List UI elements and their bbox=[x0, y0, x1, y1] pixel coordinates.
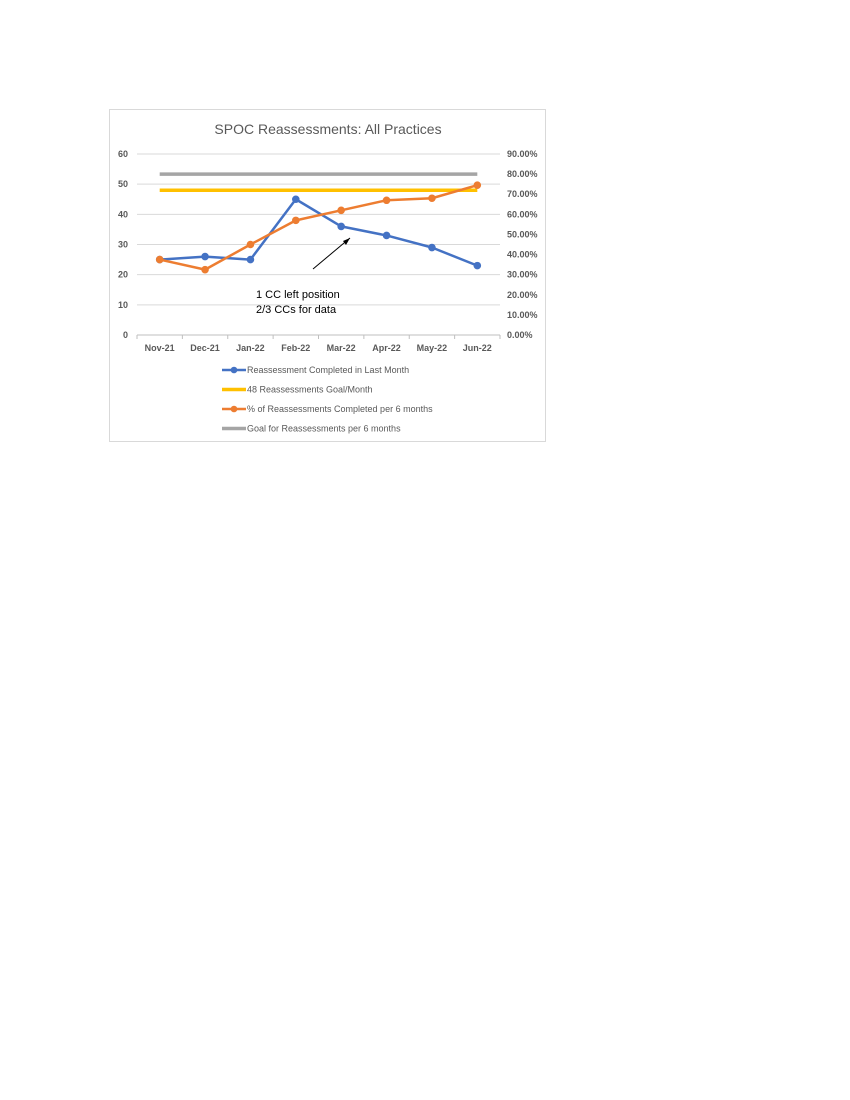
data-point bbox=[338, 223, 345, 230]
legend-entry bbox=[222, 365, 409, 375]
y-left-tick-label: 40 bbox=[117, 209, 128, 220]
y-right-tick-label: 40.00% bbox=[507, 249, 538, 260]
legend-label: % of Reassessments Completed per 6 months bbox=[247, 404, 433, 414]
data-point bbox=[202, 253, 209, 260]
chart-container bbox=[109, 109, 546, 442]
x-tick-label: Jan-22 bbox=[236, 343, 265, 353]
y-right-tick-label: 70.00% bbox=[507, 189, 538, 200]
legend-label: Reassessment Completed in Last Month bbox=[247, 365, 410, 375]
y-left-tick-label: 10 bbox=[117, 299, 128, 310]
series-layer bbox=[156, 174, 480, 273]
legend-label: 48 Reassessments Goal/Month bbox=[247, 384, 373, 395]
x-tick-label: Feb-22 bbox=[281, 343, 311, 353]
legend-label: Goal for Reassessments per 6 months bbox=[247, 423, 401, 434]
y-left-tick-label: 0 bbox=[122, 330, 128, 340]
axes bbox=[118, 149, 538, 353]
legend-entry bbox=[222, 385, 373, 395]
y-right-tick-label: 20.00% bbox=[507, 289, 538, 300]
y-right-tick-label: 60.00% bbox=[507, 209, 538, 220]
annotation-arrowhead bbox=[343, 238, 350, 245]
x-tick-label: Dec-21 bbox=[190, 343, 220, 353]
y-right-tick-label: 10.00% bbox=[507, 309, 538, 320]
data-point bbox=[474, 262, 481, 269]
y-right-tick-label: 90.00% bbox=[507, 149, 538, 159]
x-tick-label: May-22 bbox=[416, 343, 448, 353]
data-point bbox=[247, 241, 254, 248]
y-right-tick-label: 0.00% bbox=[507, 330, 533, 340]
y-right-tick-label: 80.00% bbox=[507, 169, 538, 180]
y-left-tick-label: 20 bbox=[117, 269, 128, 280]
data-point bbox=[338, 207, 345, 214]
legend-entry bbox=[222, 404, 433, 414]
data-point bbox=[156, 256, 163, 263]
x-tick-label: Jun-22 bbox=[462, 343, 492, 353]
legend-entry bbox=[222, 424, 401, 434]
data-point bbox=[293, 217, 300, 224]
data-point bbox=[202, 266, 209, 273]
x-tick-label: Nov-21 bbox=[144, 343, 175, 353]
annotation bbox=[256, 238, 350, 316]
annotation-line-1: 1 CC left position bbox=[256, 289, 340, 301]
legend bbox=[222, 365, 433, 434]
data-point bbox=[383, 197, 390, 204]
annotation-line-2: 2/3 CCs for data bbox=[256, 304, 337, 316]
data-point bbox=[247, 256, 254, 263]
y-left-tick-label: 60 bbox=[117, 149, 128, 159]
chart-title: SPOC Reassessments: All Practices bbox=[214, 121, 442, 137]
data-point bbox=[293, 196, 300, 203]
y-right-tick-label: 50.00% bbox=[507, 229, 538, 240]
data-point bbox=[429, 244, 436, 251]
y-right-tick-label: 30.00% bbox=[507, 269, 538, 280]
data-point bbox=[429, 195, 436, 202]
y-left-tick-label: 50 bbox=[117, 179, 128, 190]
legend-marker bbox=[231, 406, 238, 413]
x-tick-label: Mar-22 bbox=[326, 343, 356, 353]
legend-marker bbox=[231, 367, 238, 374]
chart-svg bbox=[110, 110, 546, 442]
data-point bbox=[474, 182, 481, 189]
data-point bbox=[383, 232, 390, 239]
x-tick-label: Apr-22 bbox=[372, 343, 401, 353]
y-left-tick-label: 30 bbox=[117, 239, 128, 250]
